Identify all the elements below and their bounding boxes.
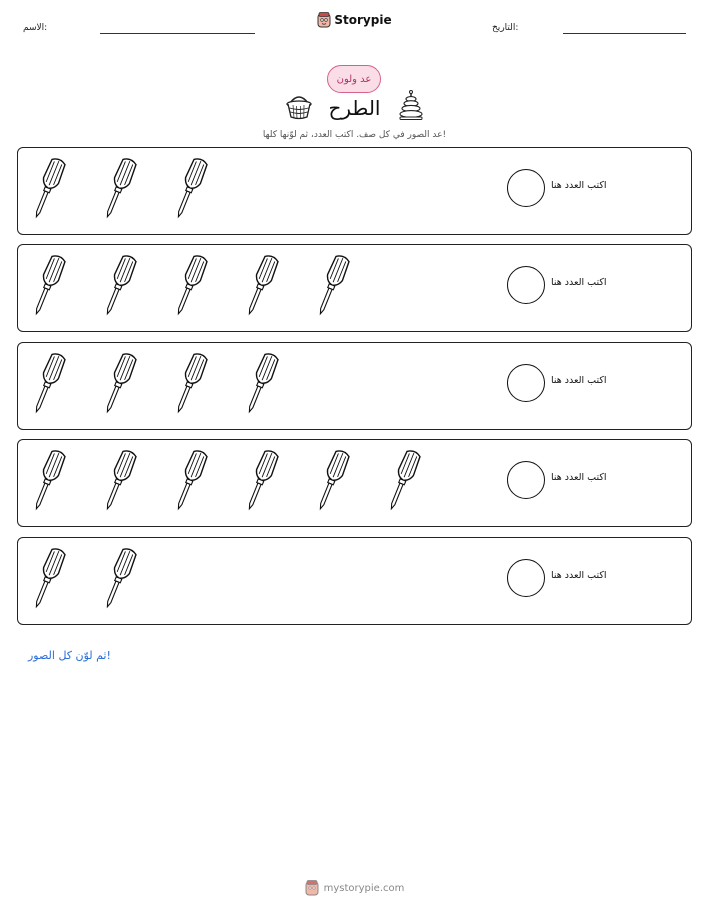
activity-badge: عد ولون: [327, 65, 381, 93]
row-items: [18, 148, 498, 236]
write-number-label: اكتب العدد هنا: [551, 375, 607, 386]
answer-circle[interactable]: [507, 364, 545, 402]
screwdriver-icon: [97, 546, 141, 610]
answer-circle[interactable]: [507, 461, 545, 499]
screwdriver-icon: [26, 253, 70, 317]
write-number-label: اكتب العدد هنا: [551, 180, 607, 191]
answer-circle[interactable]: [507, 559, 545, 597]
screwdriver-icon: [26, 156, 70, 220]
answer-circle[interactable]: [507, 169, 545, 207]
stacking-rings-icon: [397, 90, 425, 124]
write-number-label: اكتب العدد هنا: [551, 472, 607, 483]
screwdriver-icon: [168, 156, 212, 220]
instructions: عد الصور في كل صف. اكتب العدد، ثم لوّنها كلها!: [262, 130, 447, 140]
date-label: التاريخ:: [492, 23, 519, 33]
counting-row: [17, 147, 692, 235]
screwdriver-icon: [26, 351, 70, 415]
screwdriver-icon: [97, 253, 141, 317]
footer-note: ثم لوّن كل الصور!: [28, 649, 111, 662]
counting-row: [17, 244, 692, 332]
screwdriver-icon: [97, 156, 141, 220]
write-number-label: اكتب العدد هنا: [551, 570, 607, 581]
storypie-footer-logo-icon: [305, 880, 319, 896]
screwdriver-icon: [168, 351, 212, 415]
row-items: [18, 538, 498, 626]
date-field-line[interactable]: [563, 33, 686, 34]
screwdriver-icon: [168, 253, 212, 317]
storypie-logo-icon: [317, 12, 331, 28]
screwdriver-icon: [239, 253, 283, 317]
counting-row: [17, 537, 692, 625]
name-field-line[interactable]: [100, 33, 255, 34]
name-label: الاسم:: [23, 23, 48, 33]
screwdriver-icon: [26, 546, 70, 610]
screwdriver-icon: [239, 351, 283, 415]
counting-row: [17, 342, 692, 430]
screwdriver-icon: [26, 448, 70, 512]
screwdriver-icon: [239, 448, 283, 512]
row-items: [18, 343, 498, 431]
screwdriver-icon: [381, 448, 425, 512]
answer-circle[interactable]: [507, 266, 545, 304]
row-items: [18, 440, 498, 528]
write-number-label: اكتب العدد هنا: [551, 277, 607, 288]
row-items: [18, 245, 498, 333]
screwdriver-icon: [310, 448, 354, 512]
screwdriver-icon: [97, 351, 141, 415]
footer-url[interactable]: mystorypie.com: [323, 882, 405, 894]
screwdriver-icon: [168, 448, 212, 512]
page-title: الطرح: [328, 96, 381, 120]
footer: [0, 880, 709, 900]
brand-name: Storypie: [334, 13, 392, 27]
counting-row: [17, 439, 692, 527]
screwdriver-icon: [97, 448, 141, 512]
screwdriver-icon: [310, 253, 354, 317]
brand: [0, 12, 709, 32]
